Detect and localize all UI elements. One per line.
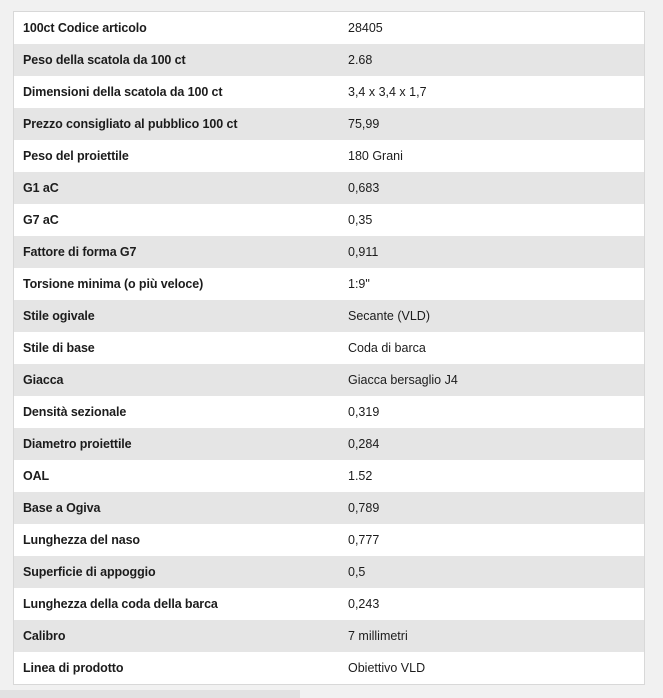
row-value: 0,319: [348, 405, 380, 419]
row-value: 0,5: [348, 565, 366, 579]
table-row-bullet-weight: [14, 140, 644, 172]
row-value: 1.52: [348, 469, 373, 483]
table-row-caliber: [14, 620, 644, 652]
horizontal-scrollbar-track[interactable]: [0, 690, 300, 698]
row-label: Calibro: [23, 629, 66, 643]
specifications-panel: [13, 11, 645, 685]
row-value: 0,777: [348, 533, 380, 547]
row-value: Obiettivo VLD: [348, 661, 426, 675]
row-value: Giacca bersaglio J4: [348, 373, 458, 387]
table-row-g7-form-factor: [14, 236, 644, 268]
row-value: Coda di barca: [348, 341, 426, 355]
row-value: 0,911: [348, 245, 379, 259]
row-value: 7 millimetri: [348, 629, 408, 643]
table-row-oal: [14, 460, 644, 492]
specifications-table-body: [14, 12, 644, 684]
table-row-sectional-density: [14, 396, 644, 428]
table-row-box-dimensions: [14, 76, 644, 108]
table-row-box-weight: [14, 44, 644, 76]
row-value: 2.68: [348, 53, 373, 67]
row-value: 28405: [348, 21, 383, 35]
row-label: Lunghezza del naso: [23, 533, 140, 547]
row-label: Stile di base: [23, 341, 95, 355]
table-row-retail-price: [14, 108, 644, 140]
table-row-jacket: [14, 364, 644, 396]
row-label: G7 aC: [23, 213, 59, 227]
row-label: Diametro proiettile: [23, 437, 132, 451]
row-value: 0,243: [348, 597, 380, 611]
row-label: Base a Ogiva: [23, 501, 101, 515]
table-row-bearing-surface: [14, 556, 644, 588]
table-row-minimum-twist: [14, 268, 644, 300]
row-label: Peso del proiettile: [23, 149, 129, 163]
row-label: Prezzo consigliato al pubblico 100 ct: [23, 117, 238, 131]
table-row-base-style: [14, 332, 644, 364]
table-row-g1-bc: [14, 172, 644, 204]
row-value: 0,284: [348, 437, 380, 451]
row-value: 1:9": [348, 277, 370, 291]
row-label: Torsione minima (o più veloce): [23, 277, 204, 291]
row-label: G1 aC: [23, 181, 59, 195]
table-row-nose-length: [14, 524, 644, 556]
row-label: Linea di prodotto: [23, 661, 124, 675]
table-row-g7-bc: [14, 204, 644, 236]
table-row-boat-tail-length: [14, 588, 644, 620]
row-value: 180 Grani: [348, 149, 403, 163]
table-row-item-code: [14, 12, 644, 44]
row-label: Densità sezionale: [23, 405, 127, 419]
row-label: Giacca: [23, 373, 64, 387]
row-value: 0,35: [348, 213, 373, 227]
row-value: 3,4 x 3,4 x 1,7: [348, 85, 427, 99]
row-value: 0,789: [348, 501, 380, 515]
table-row-bullet-diameter: [14, 428, 644, 460]
table-row-product-line: [14, 652, 644, 684]
row-label: OAL: [23, 469, 50, 483]
row-value: Secante (VLD): [348, 309, 430, 323]
row-label: Peso della scatola da 100 ct: [23, 53, 186, 67]
row-label: Stile ogivale: [23, 309, 95, 323]
row-value: 0,683: [348, 181, 380, 195]
row-label: Dimensioni della scatola da 100 ct: [23, 85, 223, 99]
table-row-base-to-ogive: [14, 492, 644, 524]
row-label: Superficie di appoggio: [23, 565, 156, 579]
row-label: Fattore di forma G7: [23, 245, 137, 259]
row-label: 100ct Codice articolo: [23, 21, 147, 35]
row-label: Lunghezza della coda della barca: [23, 597, 218, 611]
table-row-ogive-style: [14, 300, 644, 332]
row-value: 75,99: [348, 117, 380, 131]
specifications-table: [14, 12, 644, 684]
